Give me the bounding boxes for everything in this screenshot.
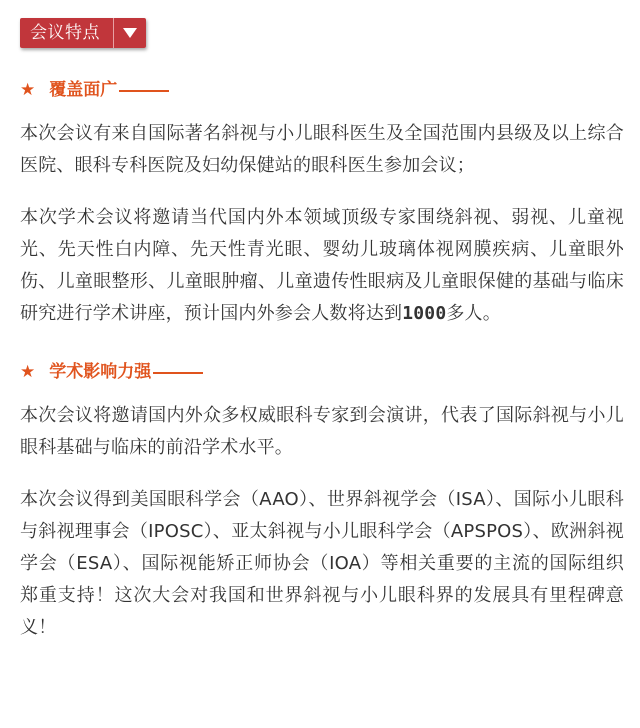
section-tag: [20, 18, 146, 48]
paragraph: 本次会议得到美国眼科学会（AAO）、世界斜视学会（ISA）、国际小儿眼科与斜视理事会（IPOSC）、亚太斜视与小儿眼科学会（APSPOS）、欧洲斜视学会（ESA）、国际视能矫正师协会（IOA）等相关重要的主流的国际组织郑重支持！这次大会对我国和世界斜视与小儿眼科界的发展具有里程碑意义！: [20, 489, 624, 638]
section-tag-label: 会议特点: [20, 18, 113, 48]
section-heading-text: 覆盖面广: [49, 80, 118, 100]
section-heading-text: 学术影响力强: [49, 362, 152, 382]
paragraph: [20, 202, 624, 330]
star-icon: ★: [20, 80, 36, 100]
attendance-number: 1000: [402, 303, 447, 324]
chevron-down-icon: [123, 28, 137, 38]
star-icon: ★: [20, 362, 36, 382]
section-toggle-button[interactable]: [114, 18, 146, 48]
paragraph-text: 本次学术会议将邀请当代国内外本领域顶级专家围绕斜视、弱视、儿童视光、先天性白内障、先天性青光眼、婴幼儿玻璃体视网膜疾病、儿童眼外伤、儿童眼整形、儿童眼肿瘤、儿童遗传性眼病及儿童眼保健的基础与临床研究进行学术讲座，预计国内外参会人数将达到: [20, 207, 624, 324]
paragraph: 本次会议将邀请国内外众多权威眼科专家到会演讲，代表了国际斜视与小儿眼科基础与临床的前沿学术水平。: [20, 405, 624, 458]
section-heading-coverage: [20, 78, 624, 102]
section-heading-influence: [20, 360, 624, 384]
heading-dash: [119, 90, 169, 92]
paragraph: 本次会议有来自国际著名斜视与小儿眼科医生及全国范围内县级及以上综合医院、眼科专科医院及妇幼保健站的眼科医生参加会议；: [20, 123, 624, 176]
attendance-suffix: 多人。: [446, 303, 501, 324]
article: [20, 18, 624, 644]
heading-dash: [153, 372, 203, 374]
